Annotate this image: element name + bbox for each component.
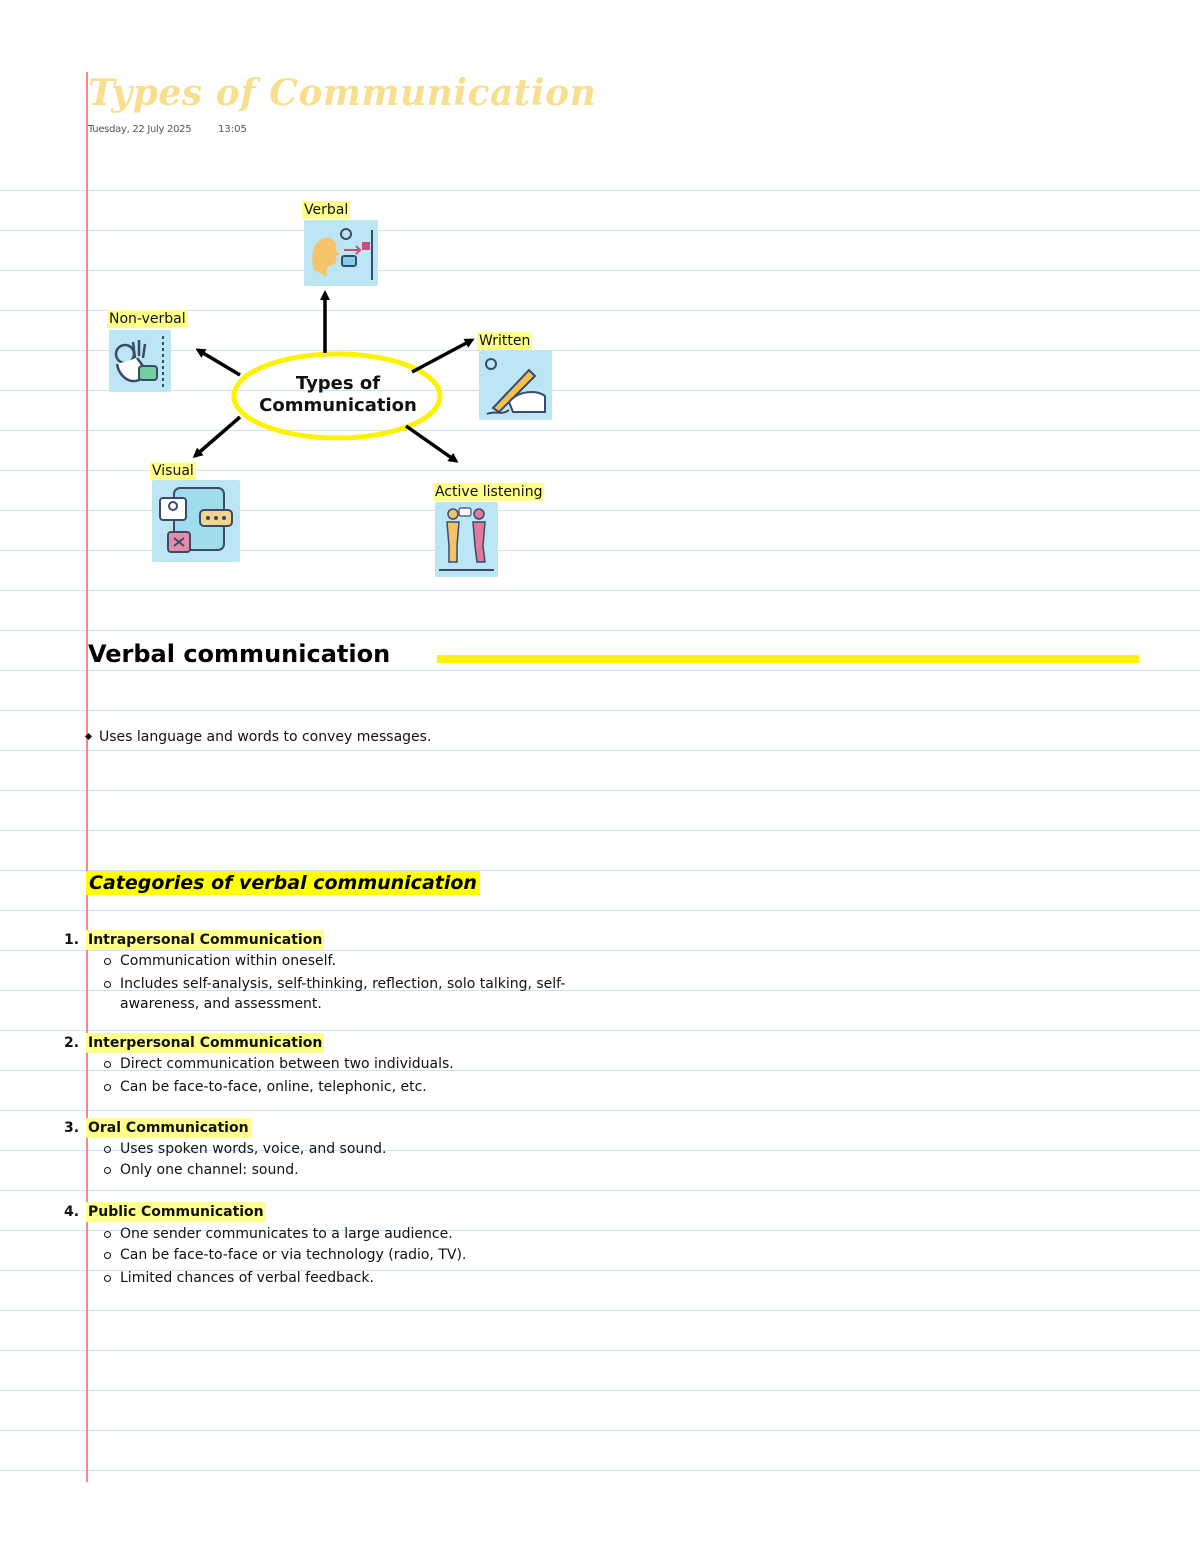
speaking-icon bbox=[304, 220, 378, 286]
communication-diagram bbox=[88, 190, 608, 590]
bullet-text: Uses language and words to convey messages. bbox=[99, 729, 432, 745]
category-point: Direct communication between two individuals. bbox=[104, 1054, 624, 1074]
category-point: One sender communicates to a large audience. bbox=[104, 1224, 624, 1244]
node-label-visual: Visual bbox=[152, 463, 194, 479]
node-label-nonverbal: Non-verbal bbox=[109, 311, 186, 327]
bullet-diamond-icon bbox=[85, 732, 92, 739]
hand-gesture-icon bbox=[109, 330, 171, 392]
category-point: Can be face-to-face, online, telephonic, etc. bbox=[104, 1077, 624, 1097]
heading-highlight-bar bbox=[437, 655, 1139, 663]
category-point: Includes self-analysis, self-thinking, reflection, solo talking, self-awareness, and assessment. bbox=[104, 974, 624, 1014]
center-label bbox=[238, 373, 438, 417]
center-label-line-1: Types of bbox=[295, 373, 381, 394]
category-point: Limited chances of verbal feedback. bbox=[104, 1268, 624, 1288]
arrow-to-active-listening bbox=[406, 426, 456, 461]
category-point: Communication within oneself. bbox=[104, 951, 624, 971]
circle-bullet-icon bbox=[104, 1061, 111, 1068]
circle-bullet-icon bbox=[104, 1084, 111, 1091]
arrow-to-written bbox=[412, 340, 472, 372]
node-label-active-listening: Active listening bbox=[435, 484, 543, 500]
circle-bullet-icon bbox=[104, 981, 111, 988]
node-label-written: Written bbox=[479, 333, 531, 349]
category-number: 2. bbox=[64, 1035, 80, 1051]
arrow-to-nonverbal bbox=[198, 350, 240, 375]
category-title: Intrapersonal Communication bbox=[88, 932, 323, 948]
visual-media-icon bbox=[152, 480, 240, 562]
section-bullet bbox=[86, 729, 431, 745]
category-number: 3. bbox=[64, 1120, 80, 1136]
category-point: Can be face-to-face or via technology (radio, TV). bbox=[104, 1245, 624, 1265]
category-point: Uses spoken words, voice, and sound. bbox=[104, 1139, 624, 1159]
center-label-line-2: Communication bbox=[259, 395, 417, 416]
node-label-verbal: Verbal bbox=[304, 202, 349, 218]
page-date: Tuesday, 22 July 2025 bbox=[88, 124, 192, 135]
categories-heading: Categories of verbal communication bbox=[86, 871, 480, 895]
arrow-to-visual bbox=[195, 417, 240, 456]
category-title: Interpersonal Communication bbox=[88, 1035, 323, 1051]
section-heading: Verbal communication bbox=[88, 640, 391, 668]
category-number: 4. bbox=[64, 1204, 80, 1220]
page-time: 13:05 bbox=[218, 124, 247, 135]
category-title: Public Communication bbox=[88, 1204, 264, 1220]
circle-bullet-icon bbox=[104, 1231, 111, 1238]
writing-hand-icon bbox=[479, 350, 552, 420]
circle-bullet-icon bbox=[104, 1146, 111, 1153]
listening-people-icon bbox=[435, 502, 498, 577]
circle-bullet-icon bbox=[104, 958, 111, 965]
category-number: 1. bbox=[64, 932, 80, 948]
circle-bullet-icon bbox=[104, 1275, 111, 1282]
page-title: Types of Communication bbox=[88, 72, 597, 114]
category-point: Only one channel: sound. bbox=[104, 1160, 624, 1180]
circle-bullet-icon bbox=[104, 1252, 111, 1259]
category-title: Oral Communication bbox=[88, 1120, 249, 1136]
circle-bullet-icon bbox=[104, 1167, 111, 1174]
